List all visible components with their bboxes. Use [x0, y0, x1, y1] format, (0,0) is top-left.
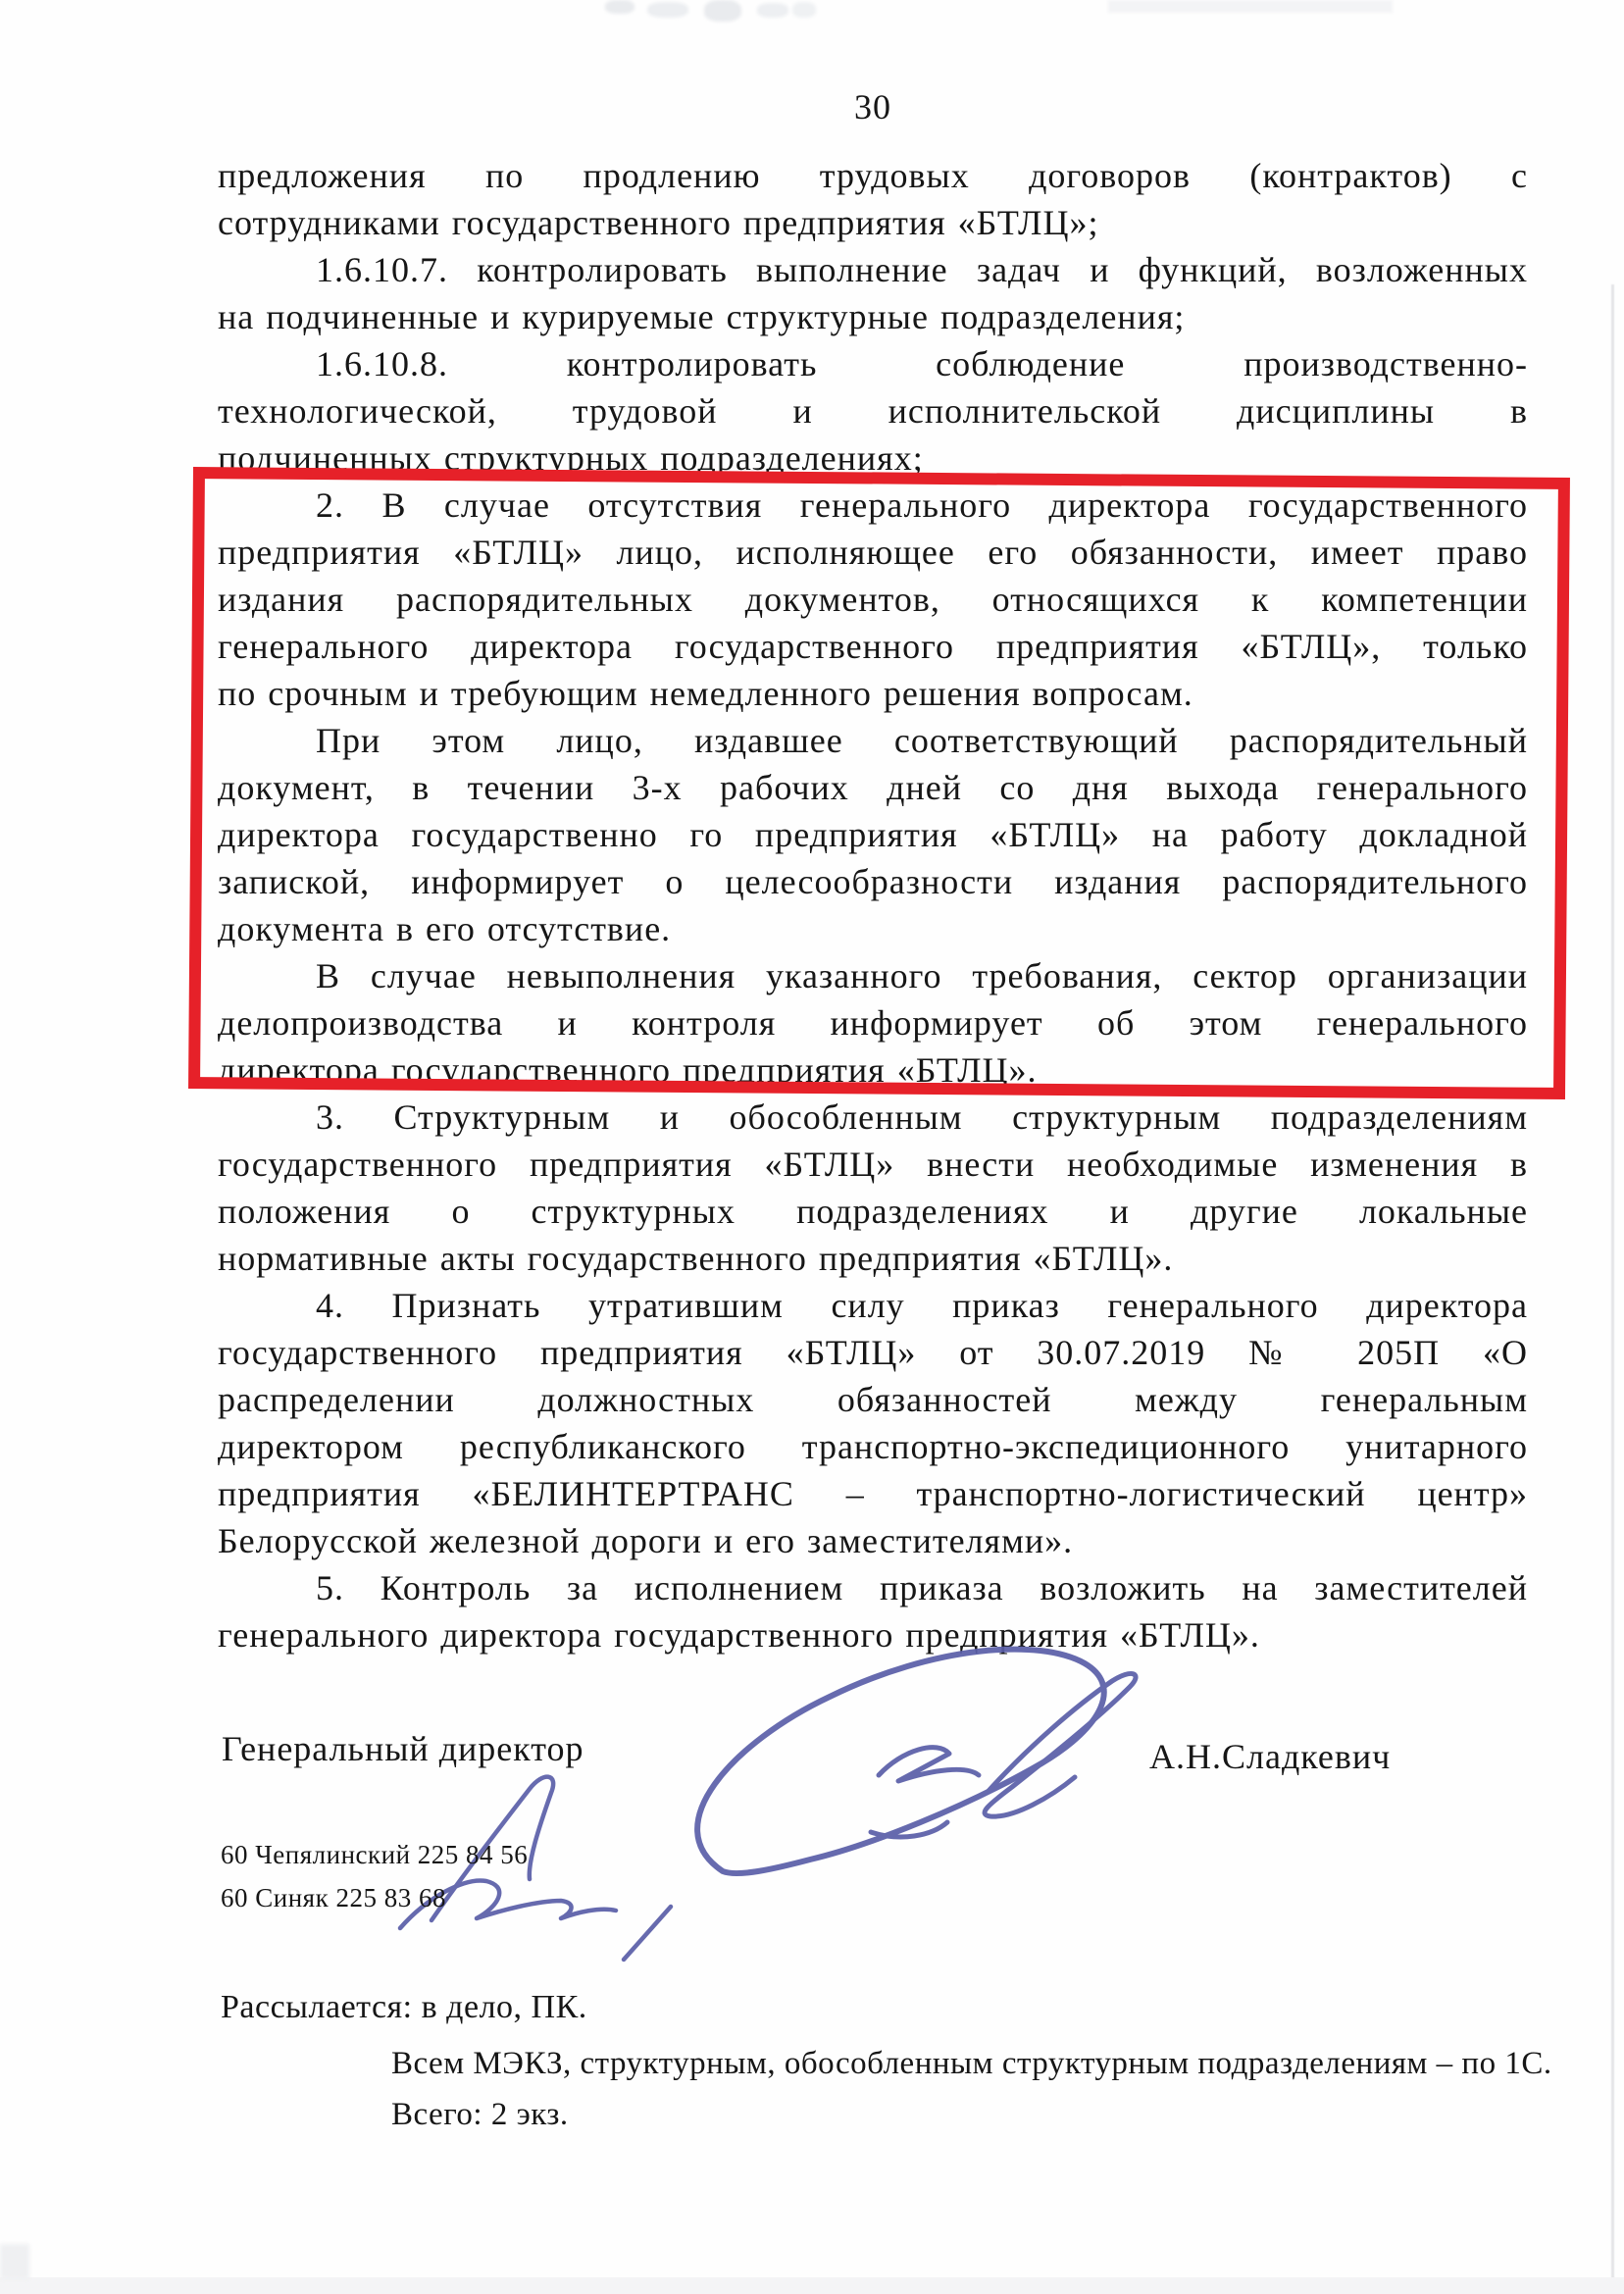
text-line: генерального директора государственного предприятия «БТЛЦ», только — [218, 627, 1528, 666]
text-line: 2. В случае отсутствия генерального директора государственного — [316, 485, 1528, 525]
scan-artifact — [0, 2244, 29, 2279]
text-line: издания распорядительных документов, относящихся к компетенции — [218, 580, 1528, 619]
text-line: государственного предприятия «БТЛЦ» внести необходимые изменения в — [218, 1145, 1528, 1184]
text-line: положения о структурных подразделениях и другие локальные — [218, 1192, 1528, 1231]
text-line: директора государственного предприятия «БТЛЦ». — [218, 1050, 1038, 1090]
text-line: 5. Контроль за исполнением приказа возложить на заместителей — [316, 1568, 1528, 1607]
text-line: подчиненных структурных подразделениях; — [218, 438, 924, 478]
distribution-line: Всем МЭКЗ, структурным, обособленным структурным подразделениям – по 1С. — [391, 2046, 1552, 2081]
text-line: технологической, трудовой и исполнительской дисциплины в — [218, 391, 1528, 431]
text-line: делопроизводства и контроля информирует об этом генерального — [218, 1003, 1528, 1043]
text-line: В случае невыполнения указанного требования, сектор организации — [316, 956, 1528, 995]
director-signature-stroke — [697, 1650, 1104, 1873]
text-line: государственного предприятия «БТЛЦ» от 30.07.2019 № 205П «О — [218, 1333, 1528, 1372]
secondary-signature-stroke — [624, 1907, 671, 1960]
text-line: директором республиканского транспортно-экспедиционного унитарного — [218, 1427, 1528, 1466]
text-line: запиской, информирует о целесообразности издания распорядительного — [218, 862, 1528, 901]
executor-contact-line: 60 Чепялинский 225 84 56 — [221, 1840, 529, 1869]
text-line: на подчиненные и курируемые структурные подразделения; — [218, 297, 1186, 336]
text-line: Белорусской железной дороги и его заместителями». — [218, 1521, 1074, 1560]
scan-artifact — [605, 0, 634, 14]
text-line: предприятия «БТЛЦ» лицо, исполняющее его обязанности, имеет право — [218, 533, 1528, 572]
text-line: 1.6.10.8. контролировать соблюдение производственно- — [316, 344, 1528, 383]
text-line: документа в его отсутствие. — [218, 909, 672, 948]
scan-artifact — [1108, 0, 1393, 13]
text-line: 1.6.10.7. контролировать выполнение задач и функций, возложенных — [316, 250, 1528, 289]
scan-artifact — [792, 2, 816, 18]
scan-bottom-shadow — [0, 2277, 1624, 2294]
distribution-title: Рассылается: в дело, ПК. — [221, 1989, 587, 2025]
director-signature-stroke — [985, 1673, 1136, 1816]
text-line: директора государственно го предприятия «БТЛЦ» на работу докладной — [218, 815, 1528, 854]
director-title: Генеральный директор — [222, 1729, 584, 1768]
document-body — [218, 83, 1528, 1658]
text-line: по срочным и требующим немедленного решения вопросам. — [218, 674, 1193, 713]
text-line: 4. Признать утратившим силу приказ генерального директора — [316, 1286, 1528, 1325]
copies-count-line: Всего: 2 экз. — [391, 2097, 569, 2132]
director-signature-stroke — [871, 1822, 947, 1837]
text-line: предложения по продлению трудовых договоров (контрактов) с — [218, 156, 1528, 195]
text-line: распределении должностных обязанностей между генеральным — [218, 1380, 1528, 1419]
scan-edge-line — [1611, 284, 1614, 2294]
scan-artifact — [704, 0, 741, 22]
text-line: предприятия «БЕЛИНТЕРТРАНС – транспортно-логистический центр» — [218, 1474, 1528, 1513]
text-line: документ, в течении 3-х рабочих дней со дня выхода генерального — [218, 768, 1528, 807]
text-line: При этом лицо, издавшее соответствующий распорядительный — [316, 721, 1528, 760]
director-name: А.Н.Сладкевич — [1149, 1737, 1392, 1776]
text-line: нормативные акты государственного предприятия «БТЛЦ». — [218, 1239, 1174, 1278]
text-line: генерального директора государственного предприятия «БТЛЦ». — [218, 1615, 1260, 1655]
page-number: 30 — [854, 87, 891, 127]
scan-artifact — [757, 3, 788, 18]
executor-contact-line: 60 Синяк 225 83 68 — [221, 1883, 446, 1912]
text-line: сотрудниками государственного предприятия «БТЛЦ»; — [218, 203, 1099, 242]
scan-artifact — [647, 2, 688, 18]
text-line: 3. Структурным и обособленным структурным подразделениям — [316, 1097, 1528, 1137]
director-signature-stroke — [879, 1748, 979, 1781]
